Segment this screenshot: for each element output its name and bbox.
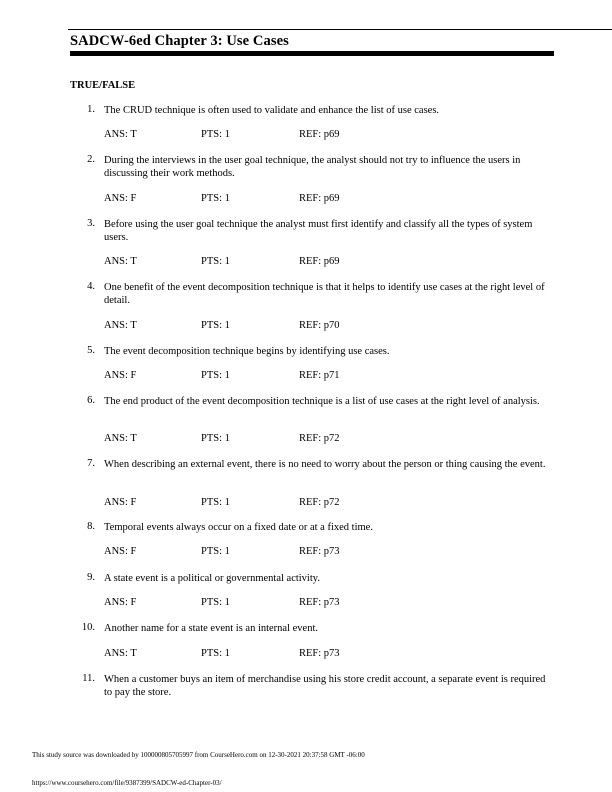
answer-value: ANS: F xyxy=(104,497,137,508)
top-rule xyxy=(68,29,612,30)
reference-value: REF: p71 xyxy=(299,370,340,381)
question-number: 5. xyxy=(87,345,95,356)
page-title: SADCW-6ed Chapter 3: Use Cases xyxy=(70,33,289,49)
points-value: PTS: 1 xyxy=(201,648,230,659)
section-heading: TRUE/FALSE xyxy=(70,80,136,91)
footer-source-text: This study source was downloaded by 100000805705997 from CourseHero.com on 12-30-2021 20:37:58 GMT -06:00 xyxy=(32,751,365,759)
answer-value: ANS: T xyxy=(104,433,137,444)
reference-value: REF: p73 xyxy=(299,546,340,557)
question-text: A state event is a political or governmental activity. xyxy=(104,573,320,584)
question-number: 6. xyxy=(87,395,95,406)
answer-line xyxy=(104,648,524,661)
points-value: PTS: 1 xyxy=(201,370,230,381)
question-number: 3. xyxy=(87,218,95,229)
reference-value: REF: p72 xyxy=(299,497,340,508)
reference-value: REF: p69 xyxy=(299,193,340,204)
answer-line xyxy=(104,433,524,446)
question-text: Another name for a state event is an internal event. xyxy=(104,623,318,634)
question-text: During the interviews in the user goal technique, the analyst should not try to influence the users in discussing their work methods. xyxy=(104,155,521,179)
question-number: 10. xyxy=(81,622,95,633)
points-value: PTS: 1 xyxy=(201,193,230,204)
question-text: Temporal events always occur on a fixed date or at a fixed time. xyxy=(104,522,373,533)
question-number: 11. xyxy=(82,673,95,684)
points-value: PTS: 1 xyxy=(201,597,230,608)
question-text: The event decomposition technique begins by identifying use cases. xyxy=(104,346,390,357)
answer-line xyxy=(104,497,524,510)
points-value: PTS: 1 xyxy=(201,497,230,508)
question-number: 4. xyxy=(87,281,95,292)
answer-line xyxy=(104,193,524,206)
reference-value: REF: p70 xyxy=(299,320,340,331)
points-value: PTS: 1 xyxy=(201,433,230,444)
answer-value: ANS: F xyxy=(104,597,137,608)
answer-line xyxy=(104,320,524,333)
question-text: One benefit of the event decomposition technique is that it helps to identify use cases at the right level of detail. xyxy=(104,282,545,306)
answer-value: ANS: F xyxy=(104,546,137,557)
reference-value: REF: p69 xyxy=(299,129,340,140)
answer-value: ANS: T xyxy=(104,129,137,140)
question-text: When a customer buys an item of merchandise using his store credit account, a separate event is required to pay the store. xyxy=(104,674,546,698)
reference-value: REF: p72 xyxy=(299,433,340,444)
question-text: The end product of the event decomposition technique is a list of use cases at the right level of analysis. xyxy=(104,396,540,407)
points-value: PTS: 1 xyxy=(201,129,230,140)
answer-line xyxy=(104,129,524,142)
reference-value: REF: p69 xyxy=(299,256,340,267)
question-number: 7. xyxy=(87,458,95,469)
answer-line xyxy=(104,370,524,383)
points-value: PTS: 1 xyxy=(201,320,230,331)
question-text: Before using the user goal technique the analyst must first identify and classify all the types of system users. xyxy=(104,219,533,243)
reference-value: REF: p73 xyxy=(299,597,340,608)
answer-line xyxy=(104,256,524,269)
answer-value: ANS: F xyxy=(104,193,137,204)
question-number: 2. xyxy=(87,154,95,165)
title-underline-bar xyxy=(70,51,554,56)
question-number: 9. xyxy=(87,572,95,583)
reference-value: REF: p73 xyxy=(299,648,340,659)
points-value: PTS: 1 xyxy=(201,546,230,557)
question-number: 8. xyxy=(87,521,95,532)
answer-value: ANS: T xyxy=(104,320,137,331)
question-text: The CRUD technique is often used to validate and enhance the list of use cases. xyxy=(104,105,440,116)
question-text: When describing an external event, there is no need to worry about the person or thing causing the event. xyxy=(104,459,546,470)
answer-line xyxy=(104,546,524,559)
answer-line xyxy=(104,597,524,610)
footer-url[interactable]: https://www.coursehero.com/file/9387399/SADCW-ed-Chapter-03/ xyxy=(32,779,222,787)
points-value: PTS: 1 xyxy=(201,256,230,267)
answer-value: ANS: F xyxy=(104,370,137,381)
answer-value: ANS: T xyxy=(104,648,137,659)
question-number: 1. xyxy=(87,104,95,115)
answer-value: ANS: T xyxy=(104,256,137,267)
